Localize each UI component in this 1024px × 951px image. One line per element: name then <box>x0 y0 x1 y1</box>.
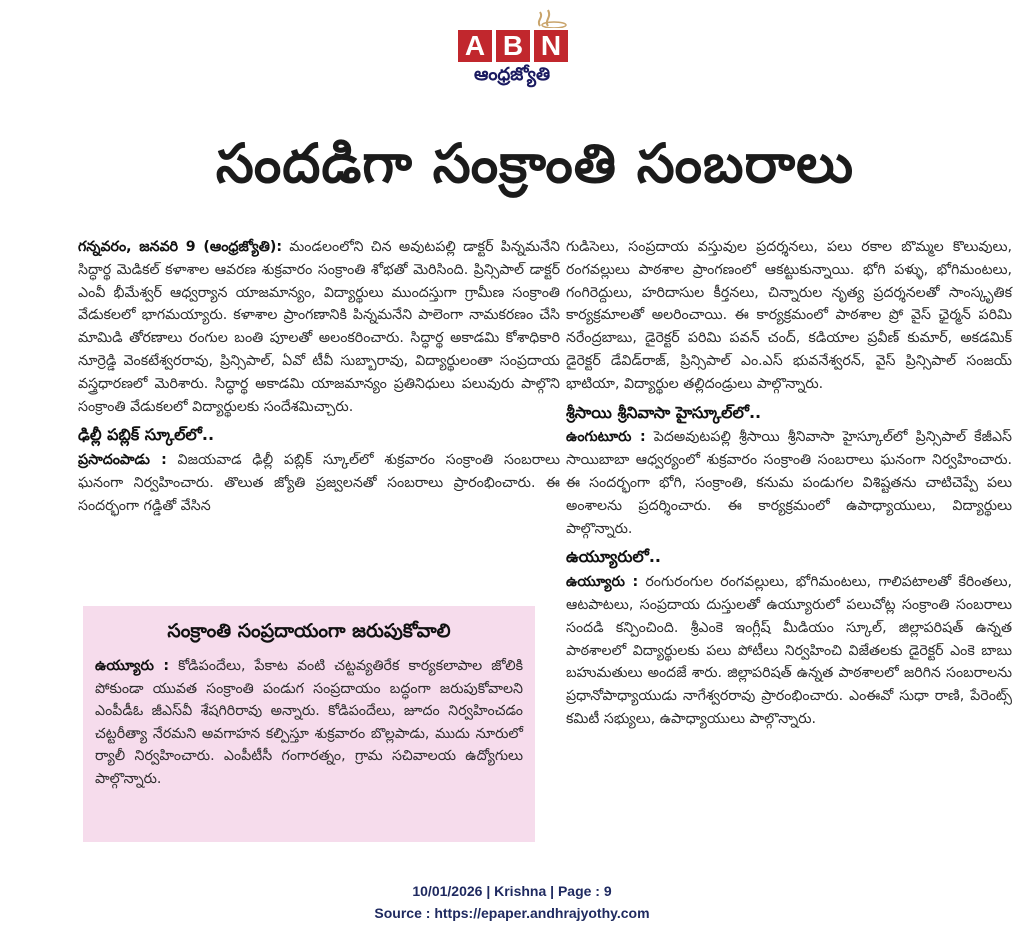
abn-letters <box>458 30 568 62</box>
uyyuru-paragraph <box>566 571 1012 731</box>
delhi-school-heading: ఢిల్లీ పబ్లిక్ స్కూల్‌లో.. <box>78 425 215 445</box>
article-headline: సందడిగా సంక్రాంతి సంబరాలు <box>215 132 855 195</box>
box-dateline: ఉయ్యూరు : <box>95 658 170 674</box>
article-column-right <box>566 236 1012 731</box>
coffee-steam-icon <box>534 8 568 28</box>
box-text: కోడిపందేలు, పేకాట వంటి చట్టవ్యతిరేక కార్యకలాపాల జోలికి పోకుండా యువత సంక్రాంతి పండుగ సంప్రదాయం బద్ధంగా జరుపుకోవాలని ఎంపీడీఓ జీఎస్‌వీ శేషగిరిరావు అన్నారు. కోడిపందేలు, జూదం నిర్వహించడం చట్టరీత్యా నేరమని అవగాహన కల్పిస్తూ శుక్రవారం బొల్లపాడు, ముదు నూరులో ర్యాలీ నిర్వహించారు. ఎంపీటీసీ గంగారత్నం, గ్రామ సచివాలయ ఉద్యోగులు పాల్గొన్నారు. <box>95 658 523 787</box>
delhi-paragraph <box>78 449 560 517</box>
footer-issue-info: 10/01/2026 | Krishna | Page : 9 <box>412 883 612 899</box>
abn-logo <box>452 18 572 88</box>
logo-subtitle: ఆంధ్రజ్యోతి <box>473 64 551 85</box>
school-dateline: ఉంగుటూరు : <box>566 429 646 446</box>
uyyuru-heading: ఉయ్యూరులో.. <box>566 547 662 567</box>
continuation-paragraph: గుడిసెలు, సంప్రదాయ వస్తువుల ప్రదర్శనలు, పలు రకాల బొమ్మల కొలువులు, రంగవల్లులు పాఠశాల ప్రాంగణంలో ఆకట్టుకున్నాయి. భోగి పళ్ళు, భోగిమంటలు, గంగిరెద్దులు, హరిదాసుల కీర్తనలు, చిన్నారుల నృత్య ప్రదర్శనలతో సాంస్కృతిక కార్యక్రమాలతో అలరించాయి. ఈ కార్యక్రమంలో పాఠశాల ప్రో వైస్ ఛైర్మన్ పరిమి నరేంద్రబాబు, డైరెక్టర్ పరిమి పవన్ చంద్, కడియాల ప్రవీణ్ కుమార్, అకడమిక్ డైరెక్టర్ డేవిడ్‌రాజ్, ప్రిన్సిపాల్ ఎం.ఎస్ భువనేశ్వరన్, వైస్ ప్రిన్సిపాల్ సంజయ్ భాటియా, విద్యార్థుల తల్లిదండ్రులు పాల్గొన్నారు. <box>566 239 1012 392</box>
intro-paragraph <box>78 236 560 418</box>
footer-source-link[interactable]: Source : https://epaper.andhrajyothy.com <box>374 905 650 921</box>
school-paragraph <box>566 426 1012 540</box>
school-text: పెదఅవుటపల్లి శ్రీసాయి శ్రీనివాసా హైస్కూల్‌లో ప్రిన్సిపాల్ కేజీఎస్ సాయిబాబా ఆధ్వర్యంలో శుక్రవారం సంక్రాంతి సంబరాలు ఘనంగా నిర్వహించారు. ఈ సందర్భంగా భోగి, సంక్రాంతి, కనుమ పండుగల విశిష్టతను చాటిచెప్పే పలు అంశాలను ప్రదర్శించారు. ఈ కార్యక్రమంలో ఉపాధ్యాయులు, విద్యార్థులు పాల్గొన్నారు. <box>566 429 1013 537</box>
box-title: సంక్రాంతి సంప్రదాయంగా జరుపుకోవాలి <box>167 620 451 642</box>
uyyuru-dateline: ఉయ్యూరు : <box>566 574 639 591</box>
delhi-text: విజయవాడ ఢిల్లీ పబ్లిక్ స్కూల్‌లో శుక్రవారం సంక్రాంతి సంబరాలు ఘనంగా నిర్వహించారు. తొలుత జ్యోతి ప్రజ్వలనతో సంబరాలు ప్రారంభించారు. ఈ సందర్భంగా గడ్డితో వేసిన <box>78 452 561 514</box>
school-heading: శ్రీసాయి శ్రీనివాసా హైస్కూల్‌లో.. <box>566 402 762 422</box>
box-body <box>95 655 523 791</box>
abn-letter-b: B <box>496 30 530 62</box>
article-column-left <box>78 236 560 518</box>
uyyuru-text: రంగురంగుల రంగవల్లులు, భోగిమంటలు, గాలిపటాలతో కేరింతలు, ఆటపాటలు, సంప్రదాయ దుస్తులతో ఉయ్యూరులో పలుచోట్ల సంక్రాంతి సంబరాలు సందడి కన్పించింది. శ్రీఎంకె ఇంగ్లీష్ మీడియం స్కూల్, జిల్లాపరిషత్ ఉన్నత పాఠశాలలో విద్యార్థులకు పలు పోటీలు నిర్వహించి విజేతలకు డైరెక్టర్ ఎంకె బాబు బహుమతులు అందజే శారు. జిల్లాపరిషత్ ఉన్నత పాఠశాలలో జరిగిన సంబరాలను ప్రధానోపాధ్యాయుడు నాగేశ్వరరావు ప్రారంభించారు. ఎంఈవో సుధా రాణి, పేరెంట్స్ కమిటీ సభ్యులు, ఉపాధ్యాయులు పాల్గొన్నారు. <box>566 574 1013 727</box>
abn-letter-n: N <box>534 30 568 62</box>
intro-text: మండలంలోని చిన అవుటపల్లి డాక్టర్ పిన్నమనేని సిద్ధార్థ మెడికల్ కళాశాల ఆవరణ శుక్రవారం సంక్రాంతి శోభతో మెరిసింది. ప్రిన్సిపాల్ డాక్టర్ ఎంవీ భీమేశ్వర్ ఆధ్వర్యాన యాజమాన్యం, విద్యార్థులు ముందస్తుగా గ్రామీణ సంక్రాంతి వేడుకలలో భాగమయ్యారు. కళాశాల ప్రాంగణానికి పిన్నమనేని పాలెంగా నామకరణం చేసి మామిడి తోరణాలు రంగుల బంతి పూలతో అలంకరించారు. సిద్ధార్థ అకాడమి కోశాధికారి నూర్రెడ్డి వెంకటేశ్వరరావు, ప్రిన్సిపాల్, ఏవో టీవీ సుబ్బారావు, విద్యార్థులంతా సంప్రదాయ వస్త్రధారణలో మెరిశారు. సిద్ధార్థ అకాడమి యాజమాన్యం ప్రతినిధులు పలువురు పాల్గొని సంక్రాంతి వేడుకలలో విద్యార్థులకు సందేశమిచ్చారు. <box>78 239 560 415</box>
delhi-dateline: ప్రసాదంపాడు : <box>78 452 167 469</box>
abn-letter-a: A <box>458 30 492 62</box>
intro-dateline: గన్నవరం, జనవరి 9 (ఆంధ్రజ్యోతి): <box>78 239 282 255</box>
page-footer <box>0 880 1024 924</box>
sidebar-box <box>83 606 535 842</box>
